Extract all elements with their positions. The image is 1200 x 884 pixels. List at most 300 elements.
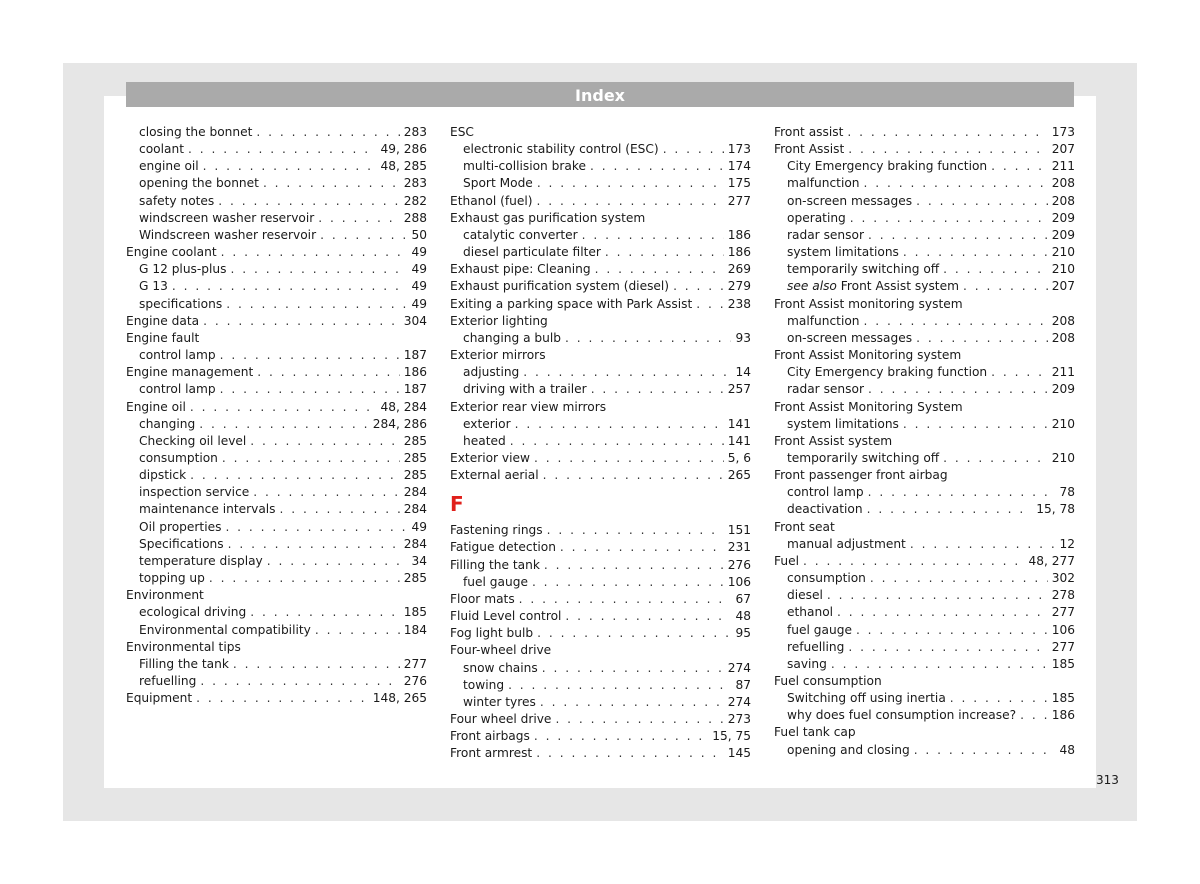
entry-pages: 50: [411, 227, 427, 242]
index-subentry: [126, 571, 427, 588]
dot-leader: [1020, 708, 1048, 722]
dot-leader: [916, 331, 1048, 345]
entry-pages: 106: [727, 574, 751, 589]
index-entry: [450, 451, 751, 468]
entry-pages: 283: [403, 176, 427, 191]
index-entry: [774, 725, 1075, 742]
dot-leader: [199, 417, 369, 431]
entry-pages: 48, 285: [380, 159, 427, 174]
entry-pages: 279: [727, 279, 751, 294]
index-subentry: [126, 348, 427, 365]
section-letter: F: [450, 492, 464, 517]
entry-pages: 302: [1051, 571, 1075, 586]
dot-leader: [228, 537, 400, 551]
entry-pages: 274: [727, 660, 751, 675]
entry-pages: 284: [403, 502, 427, 517]
dot-leader: [848, 640, 1047, 654]
entry-term: catalytic converter: [463, 227, 578, 242]
index-subentry: [774, 228, 1075, 245]
index-subentry: [126, 228, 427, 245]
entry-pages: 208: [1051, 313, 1075, 328]
entry-term: driving with a trailer: [463, 382, 587, 397]
index-subentry: [126, 417, 427, 434]
index-subentry: [126, 211, 427, 228]
index-subentry: [126, 520, 427, 537]
entry-pages: 106: [1051, 622, 1075, 637]
entry-pages: 207: [1051, 279, 1075, 294]
dot-leader: [868, 382, 1048, 396]
dot-leader: [605, 245, 724, 259]
dot-leader: [209, 571, 400, 585]
dot-leader: [903, 245, 1048, 259]
entry-pages: 141: [727, 416, 751, 431]
entry-term: ethanol: [787, 605, 834, 620]
dot-leader: [220, 382, 400, 396]
entry-term: temporarily switching off: [787, 450, 940, 465]
index-subentry: [126, 451, 427, 468]
dot-leader: [850, 211, 1048, 225]
entry-term: Filling the tank: [139, 656, 229, 671]
dot-leader: [595, 262, 724, 276]
entry-term: on-screen messages: [787, 330, 913, 345]
see-also-label: see also: [787, 279, 837, 294]
dot-leader: [190, 468, 400, 482]
entry-pages: 208: [1051, 176, 1075, 191]
dot-leader: [867, 502, 1033, 516]
entry-pages: 148, 265: [372, 691, 427, 706]
dot-leader: [188, 142, 376, 156]
index-column-1: [126, 125, 427, 708]
entry-pages: 49: [411, 262, 427, 277]
entry-pages: 210: [1051, 416, 1075, 431]
entry-term: Front Assist: [774, 142, 845, 157]
entry-term: Environmental tips: [126, 639, 241, 654]
index-subentry: [126, 297, 427, 314]
entry-term: Front Assist Monitoring System: [774, 399, 963, 414]
entry-term: Four-wheel drive: [450, 643, 552, 658]
entry-pages: 34: [411, 553, 427, 568]
index-subentry: [450, 434, 751, 451]
dot-leader: [200, 674, 399, 688]
index-entry: [774, 400, 1075, 417]
entry-term: Engine data: [126, 313, 200, 328]
dot-leader: [943, 451, 1048, 465]
entry-pages: 186: [403, 365, 427, 380]
entry-pages: 209: [1051, 210, 1075, 225]
dot-leader: [280, 502, 400, 516]
entry-pages: 211: [1051, 159, 1075, 174]
entry-pages: 67: [735, 591, 751, 606]
index-subentry: [450, 695, 751, 712]
entry-pages: 187: [403, 348, 427, 363]
index-subentry: [126, 623, 427, 640]
dot-leader: [534, 451, 724, 465]
dot-leader: [523, 365, 731, 379]
dot-leader: [510, 434, 724, 448]
entry-term: Specifications: [139, 536, 224, 551]
index-entry: [450, 540, 751, 557]
entry-term: Exhaust purification system (diesel): [450, 279, 670, 294]
entry-term: Fog light bulb: [450, 626, 534, 641]
index-subentry: [450, 331, 751, 348]
entry-pages: 282: [403, 193, 427, 208]
entry-pages: 173: [1051, 125, 1075, 139]
entry-pages: 283: [403, 125, 427, 139]
dot-leader: [950, 691, 1048, 705]
index-entry: [774, 434, 1075, 451]
entry-term: Front Assist system: [774, 433, 893, 448]
entry-pages: 173: [727, 142, 751, 157]
index-entry: [450, 262, 751, 279]
entry-term: windscreen washer reservoir: [139, 210, 315, 225]
index-subentry: [774, 708, 1075, 725]
entry-term: Front seat: [774, 519, 835, 534]
entry-pages: 186: [1051, 708, 1075, 723]
index-subentry: [126, 262, 427, 279]
index-subentry: [126, 382, 427, 399]
entry-term: electronic stability control (ESC): [463, 142, 659, 157]
entry-term: radar sensor: [787, 382, 864, 397]
entry-term: specifications: [139, 296, 223, 311]
index-entry: [126, 640, 427, 657]
entry-term: Front Assist monitoring system: [774, 296, 963, 311]
index-subentry: [774, 211, 1075, 228]
entry-pages: 141: [727, 433, 751, 448]
dot-leader: [590, 159, 724, 173]
entry-pages: 186: [727, 227, 751, 242]
index-subentry: [774, 537, 1075, 554]
index-subentry: [126, 279, 427, 296]
index-subentry: [126, 554, 427, 571]
index-subentry: [450, 417, 751, 434]
entry-pages: 273: [727, 712, 751, 726]
dot-leader: [220, 348, 400, 362]
entry-term: safety notes: [139, 193, 215, 208]
entry-pages: 304: [403, 313, 427, 328]
entry-pages: 48: [1059, 742, 1075, 757]
index-subentry: [450, 661, 751, 678]
entry-term: temperature display: [139, 553, 263, 568]
entry-term: Windscreen washer reservoir: [139, 227, 317, 242]
dot-leader: [536, 746, 724, 760]
index-subentry: [774, 331, 1075, 348]
index-entry: [450, 523, 751, 540]
dot-leader: [663, 142, 724, 156]
index-subentry: [774, 691, 1075, 708]
index-entry: [450, 211, 751, 228]
dot-leader: [591, 382, 724, 396]
index-subentry: [774, 176, 1075, 193]
index-entry: [126, 331, 427, 348]
dot-leader: [250, 434, 399, 448]
index-entry: [126, 588, 427, 605]
index-subentry: [774, 743, 1075, 760]
dot-leader: [837, 605, 1048, 619]
dot-leader: [537, 626, 731, 640]
index-subentry: [450, 365, 751, 382]
index-subentry: [450, 245, 751, 262]
entry-pages: 49: [411, 519, 427, 534]
index-subentry: [126, 142, 427, 159]
entry-term: Front airbags: [450, 729, 530, 744]
dot-leader: [508, 678, 731, 692]
dot-leader: [222, 451, 400, 465]
dot-leader: [916, 194, 1048, 208]
entry-term: [787, 279, 959, 293]
dot-leader: [856, 623, 1048, 637]
index-subentry: [450, 159, 751, 176]
entry-pages: 231: [727, 540, 751, 555]
index-entry: [126, 400, 427, 417]
dot-leader: [827, 588, 1048, 602]
index-subentry: [774, 623, 1075, 640]
dot-leader: [903, 417, 1048, 431]
index-subentry: [774, 657, 1075, 674]
entry-term: Switching off using inertia: [787, 691, 946, 706]
index-entry: [450, 125, 751, 142]
index-entry: [126, 245, 427, 262]
index-subentry: [774, 502, 1075, 519]
entry-term: system limitations: [787, 245, 899, 260]
entry-term: consumption: [787, 571, 866, 586]
dot-leader: [263, 176, 400, 190]
dot-leader: [315, 623, 400, 637]
entry-term: Floor mats: [450, 591, 515, 606]
entry-pages: 285: [403, 468, 427, 483]
entry-pages: 12: [1059, 536, 1075, 551]
dot-leader: [542, 661, 724, 675]
entry-term: Engine fault: [126, 330, 200, 345]
dot-leader: [868, 485, 1056, 499]
index-entry: [450, 643, 751, 660]
dot-leader: [673, 279, 724, 293]
entry-term: towing: [463, 677, 505, 692]
entry-pages: 207: [1051, 142, 1075, 157]
index-subentry: [126, 176, 427, 193]
entry-pages: 174: [727, 159, 751, 174]
entry-pages: 49: [411, 279, 427, 294]
entry-term: Fuel consumption: [774, 674, 882, 688]
index-subentry: [126, 159, 427, 176]
index-entry: [450, 558, 751, 575]
dot-leader: [196, 691, 369, 705]
dot-leader: [532, 575, 724, 589]
entry-term: ecological driving: [139, 605, 247, 620]
index-entry: [774, 348, 1075, 365]
entry-term: multi-collision brake: [463, 159, 586, 174]
entry-term: G 13: [139, 279, 168, 294]
index-subentry: [774, 194, 1075, 211]
index-entry: [450, 729, 751, 746]
entry-pages: 93: [735, 330, 751, 345]
index-column-3: [774, 125, 1075, 760]
entry-pages: 284: [403, 536, 427, 551]
entry-term: system limitations: [787, 416, 899, 431]
dot-leader: [537, 194, 724, 208]
dot-leader: [848, 142, 1047, 156]
dot-leader: [534, 729, 708, 743]
entry-pages: 175: [727, 176, 751, 191]
entry-pages: 49: [411, 245, 427, 260]
index-subentry: [774, 279, 1075, 296]
dot-leader: [257, 365, 399, 379]
dot-leader: [203, 159, 377, 173]
dot-leader: [831, 657, 1048, 671]
index-subentry: [450, 228, 751, 245]
dot-leader: [190, 400, 377, 414]
index-subentry: [126, 194, 427, 211]
index-entry: [450, 712, 751, 729]
entry-pages: 145: [727, 746, 751, 761]
entry-term: Environmental compatibility: [139, 622, 311, 637]
entry-term: City Emergency braking function: [787, 159, 988, 174]
dot-leader: [540, 695, 724, 709]
dot-leader: [943, 262, 1048, 276]
entry-pages: 285: [403, 433, 427, 448]
entry-pages: 269: [727, 262, 751, 277]
index-subentry: [126, 502, 427, 519]
entry-pages: 5, 6: [727, 450, 751, 465]
index-entry: [126, 314, 427, 331]
entry-term: Sport Mode: [463, 176, 533, 191]
entry-term: Environment: [126, 588, 204, 603]
index-entry: [774, 554, 1075, 571]
dot-leader: [696, 297, 723, 311]
entry-pages: 274: [727, 694, 751, 709]
entry-pages: 288: [403, 210, 427, 225]
index-subentry: [126, 468, 427, 485]
entry-term: control lamp: [139, 348, 216, 363]
entry-term: control lamp: [787, 485, 864, 500]
entry-pages: 285: [403, 571, 427, 586]
dot-leader: [544, 558, 724, 572]
entry-term: opening and closing: [787, 742, 910, 757]
entry-pages: 186: [727, 245, 751, 260]
entry-term: temporarily switching off: [787, 262, 940, 277]
index-subentry: [774, 365, 1075, 382]
entry-pages: 185: [403, 605, 427, 620]
index-entry: [450, 746, 751, 763]
index-entry: [774, 142, 1075, 159]
entry-term: Four wheel drive: [450, 712, 552, 726]
entry-pages: 277: [1051, 605, 1075, 620]
index-entry: [450, 609, 751, 626]
entry-pages: 284, 286: [372, 416, 427, 431]
entry-pages: 48, 284: [380, 399, 427, 414]
index-subentry: [774, 588, 1075, 605]
entry-term: manual adjustment: [787, 536, 906, 551]
dot-leader: [233, 657, 400, 671]
entry-term: maintenance intervals: [139, 502, 276, 517]
index-entry: [126, 365, 427, 382]
index-subentry: [774, 451, 1075, 468]
index-entry: [450, 279, 751, 296]
entry-term: Front armrest: [450, 746, 533, 761]
index-subentry: [774, 159, 1075, 176]
entry-term: engine oil: [139, 159, 199, 174]
entry-term: adjusting: [463, 365, 520, 380]
entry-term: snow chains: [463, 660, 538, 675]
entry-pages: 185: [1051, 691, 1075, 706]
entry-term: Fatigue detection: [450, 540, 556, 555]
entry-pages: 208: [1051, 193, 1075, 208]
entry-pages: 278: [1051, 588, 1075, 603]
index-subentry: [126, 674, 427, 691]
entry-pages: 185: [1051, 656, 1075, 671]
index-subentry: [126, 434, 427, 451]
dot-leader: [320, 228, 407, 242]
dot-leader: [868, 228, 1048, 242]
entry-term: coolant: [139, 142, 184, 157]
entry-pages: 277: [727, 193, 751, 208]
dot-leader: [226, 297, 407, 311]
entry-term: operating: [787, 210, 846, 225]
entry-pages: 15, 75: [712, 729, 751, 744]
dot-leader: [565, 331, 731, 345]
entry-term: Fluid Level control: [450, 609, 562, 624]
entry-pages: 48, 277: [1028, 553, 1075, 568]
entry-pages: 48: [735, 609, 751, 624]
index-subentry: [774, 417, 1075, 434]
index-subentry: [774, 245, 1075, 262]
index-subentry: [126, 657, 427, 674]
entry-term: City Emergency braking function: [787, 365, 988, 380]
index-subentry: [774, 485, 1075, 502]
dot-leader: [864, 314, 1048, 328]
entry-term: refuelling: [139, 674, 197, 688]
index-entry: [450, 468, 751, 485]
entry-term: ESC: [450, 125, 474, 139]
entry-term: G 12 plus-plus: [139, 262, 227, 277]
dot-leader: [582, 228, 724, 242]
index-column-2: [450, 125, 751, 763]
index-subentry: [774, 262, 1075, 279]
index-entry: [450, 592, 751, 609]
entry-pages: 284: [403, 485, 427, 500]
index-entry: [450, 626, 751, 643]
entry-term: Exterior mirrors: [450, 348, 546, 363]
entry-term: closing the bonnet: [139, 125, 253, 139]
entry-term: Filling the tank: [450, 557, 540, 572]
dot-leader: [963, 279, 1048, 293]
entry-pages: 210: [1051, 262, 1075, 277]
entry-pages: 211: [1051, 365, 1075, 380]
dot-leader: [225, 520, 407, 534]
entry-pages: 14: [735, 365, 751, 380]
entry-term: Exterior view: [450, 450, 530, 465]
entry-term: Checking oil level: [139, 433, 247, 448]
dot-leader: [250, 605, 399, 619]
dot-leader: [565, 609, 731, 623]
index-entry: [774, 468, 1075, 485]
entry-term: consumption: [139, 450, 218, 465]
dot-leader: [519, 592, 732, 606]
entry-pages: 257: [727, 382, 751, 397]
index-subentry: [450, 142, 751, 159]
entry-pages: 15, 78: [1036, 502, 1075, 517]
index-subentry: [126, 605, 427, 622]
entry-term: on-screen messages: [787, 193, 913, 208]
dot-leader: [221, 245, 408, 259]
dot-leader: [537, 176, 724, 190]
dot-leader: [253, 485, 399, 499]
entry-term: Exhaust gas purification system: [450, 210, 646, 225]
dot-leader: [560, 540, 724, 554]
entry-pages: 210: [1051, 245, 1075, 260]
entry-pages: 87: [735, 677, 751, 692]
entry-term: diesel: [787, 588, 823, 603]
entry-term: fuel gauge: [463, 574, 528, 589]
